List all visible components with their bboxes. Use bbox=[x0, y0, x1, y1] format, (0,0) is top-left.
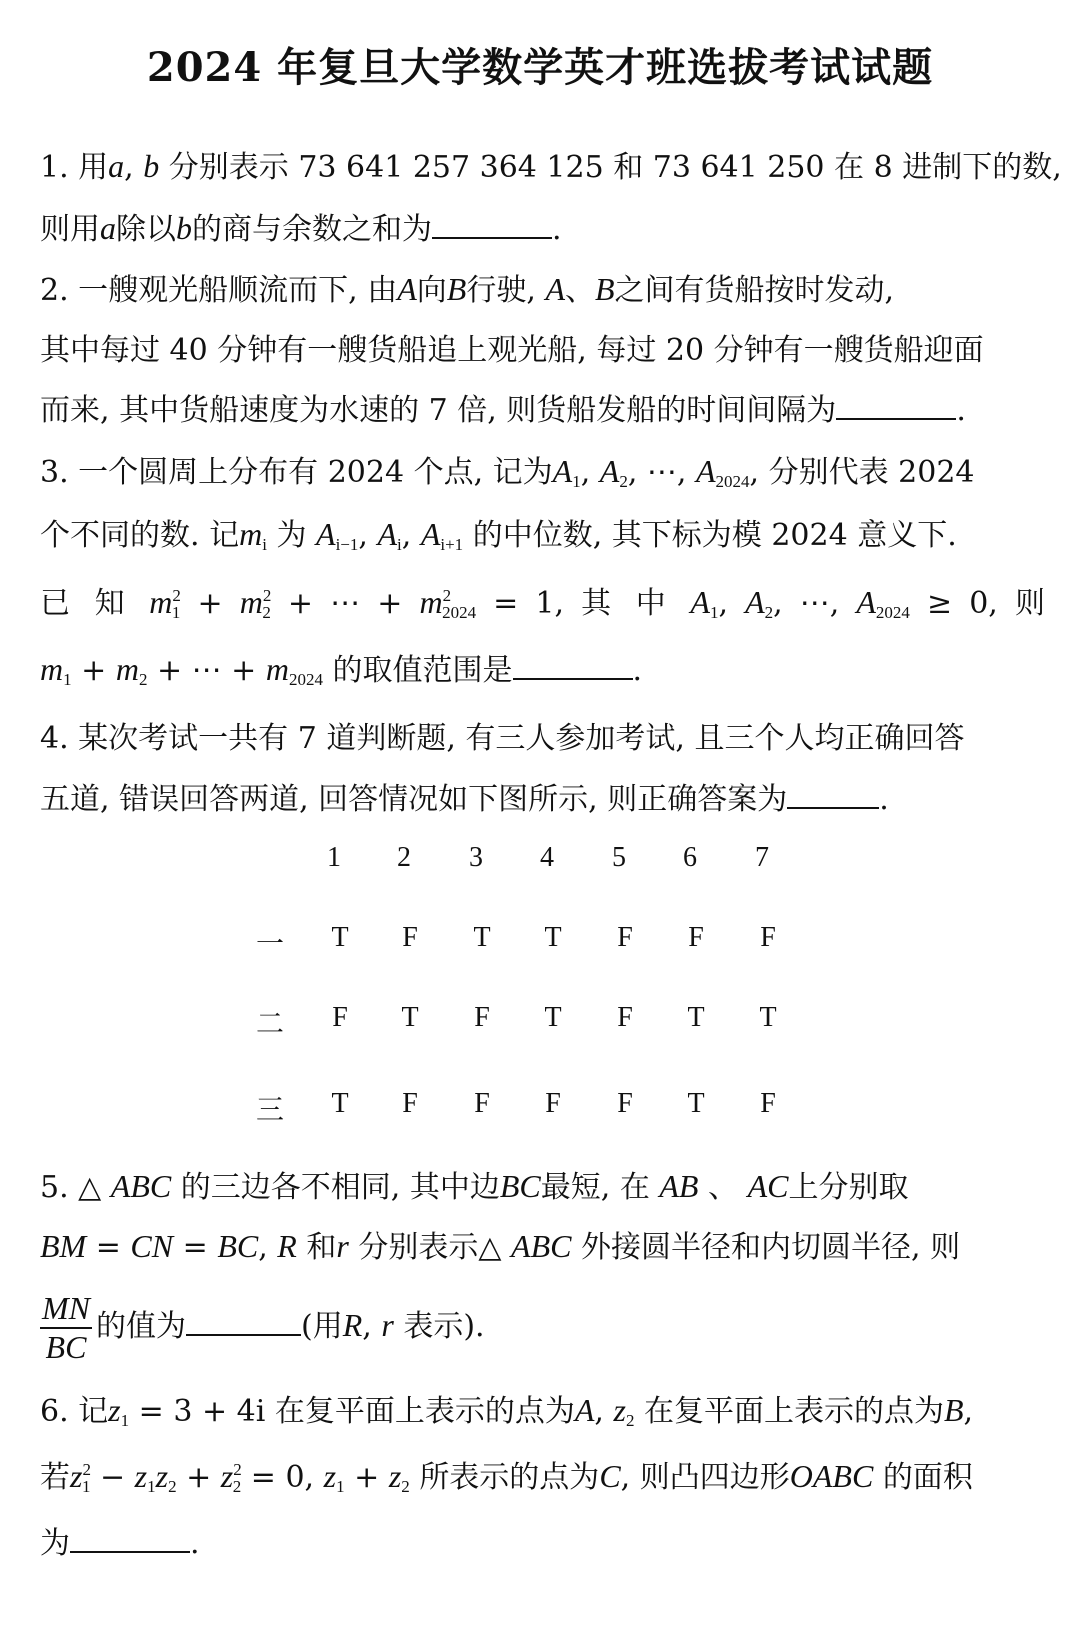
table-cell: F bbox=[474, 1088, 490, 1119]
table-cell: T bbox=[331, 922, 349, 953]
table-row-label: 二 bbox=[255, 1007, 284, 1040]
table-cell: T bbox=[473, 922, 491, 953]
q1-line-2: 则用a除以b的商与余数之和为 . bbox=[40, 210, 562, 247]
table-row-label: 三 bbox=[255, 1093, 284, 1126]
table-cell: T bbox=[687, 1088, 705, 1119]
table-cell: T bbox=[687, 1002, 705, 1033]
q4-number: 4. bbox=[40, 721, 69, 756]
q3-condition: $A_1$, $A_2$, ⋯, $A_{2024} \ge 0$, bbox=[690, 584, 998, 622]
table-cell: F bbox=[474, 1002, 490, 1033]
table-cell: T bbox=[544, 922, 562, 953]
table-header-cell: 4 bbox=[540, 842, 554, 873]
table-cell: F bbox=[617, 1088, 633, 1119]
table-cell: T bbox=[759, 1002, 777, 1033]
q2-line-1: 2. 一艘观光船顺流而下, 由A向B行驶, A、B之间有货船按时发动, bbox=[40, 271, 895, 308]
q6-line-2: 若$z^2_1 - z_1z_2 + z^2_2 = 0$, $z_1 + z_2$ 所表示的点为C, 则凸四边形OABC 的面积 bbox=[40, 1458, 973, 1496]
table-cell: F bbox=[617, 1002, 633, 1033]
q5-line-2: BM = CN = BC, R 和r 分别表示△ ABC 外接圆半径和内切圆半径, 则 bbox=[40, 1228, 961, 1265]
table-header-cell: 2 bbox=[397, 842, 411, 873]
q2-answer-blank bbox=[836, 392, 956, 420]
q2-line-3: 而来, 其中货船速度为水速的 7 倍, 则货船发船的时间间隔为 . bbox=[40, 393, 966, 428]
table-cell: T bbox=[544, 1002, 562, 1033]
q1-answer-blank bbox=[432, 211, 552, 239]
q1-number: 1. bbox=[40, 150, 69, 185]
q5-fraction: $\frac{MN}{BC}$ bbox=[42, 1290, 90, 1365]
q3-sum-squares: $m^2_1 + m^2_2$ + ⋯ + $m^2_{2024} = 1$, bbox=[149, 584, 564, 622]
q5-number: 5. bbox=[40, 1170, 69, 1205]
table-cell: F bbox=[617, 922, 633, 953]
q2-line-2: 其中每过 40 分钟有一艘货船追上观光船, 每过 20 分钟有一艘货船迎面 bbox=[40, 333, 984, 368]
table-cell: F bbox=[760, 922, 776, 953]
q3-line-4: $m_1 + m_2$ + ⋯ + $m_{2024}$ 的取值范围是 . bbox=[40, 651, 643, 689]
q3-number: 3. bbox=[40, 455, 69, 490]
q3-line-2: 个不同的数. 记$m_i$ 为 $A_{i-1}$, $A_i$, $A_{i+1}$ 的中位数, 其下标为模 2024 意义下. bbox=[40, 516, 957, 554]
q6-answer-blank bbox=[70, 1525, 190, 1553]
q1-line-1: 1. 用a, b 分别表示 73 641 257 364 125 和 73 641 250 在 8 进制下的数, bbox=[40, 148, 1062, 185]
q4-answer-blank bbox=[787, 781, 879, 809]
q5-line-1: 5. △ ABC 的三边各不相同, 其中边BC最短, 在 AB 、 AC上分别取 bbox=[40, 1168, 909, 1205]
q6-line-3: 为 . bbox=[40, 1526, 200, 1561]
table-cell: F bbox=[760, 1088, 776, 1119]
page-title: 2024 年复旦大学数学英才班选拔考试试题 bbox=[146, 44, 934, 91]
table-header-cell: 1 bbox=[327, 842, 341, 873]
table-cell: T bbox=[331, 1088, 349, 1119]
table-header-cell: 5 bbox=[612, 842, 626, 873]
q2-number: 2. bbox=[40, 273, 69, 308]
q6-line-1: 6. 记$z_1 = 3 + 4i$ 在复平面上表示的点为A, $z_2$ 在复平面上表示的点为B, bbox=[40, 1392, 974, 1430]
q3-line-1: 3. 一个圆周上分布有 2024 个点, 记为$A_1$, $A_2$, ⋯, $A_{2024}$, 分别代表 2024 bbox=[40, 453, 975, 491]
q5-answer-blank bbox=[186, 1308, 301, 1336]
table-header-cell: 3 bbox=[469, 842, 483, 873]
table-cell: F bbox=[402, 1088, 418, 1119]
table-row-label: 一 bbox=[255, 927, 284, 960]
q3-line-3: 已 知 $m^2_1 + m^2_2$ + ⋯ + $m^2_{2024} = 1$, 其 中 $A_1$, $A_2$, ⋯, $A_{2024} \ge 0$, 则 bbox=[40, 584, 1045, 622]
q6-number: 6. bbox=[40, 1394, 69, 1429]
table-cell: F bbox=[545, 1088, 561, 1119]
q5-line-3: $\frac{MN}{BC}$ 的值为 (用R, r 表示). bbox=[42, 1290, 485, 1365]
table-header-cell: 6 bbox=[683, 842, 697, 873]
q3-answer-blank bbox=[513, 652, 633, 680]
table-cell: F bbox=[688, 922, 704, 953]
table-header-cell: 7 bbox=[755, 842, 769, 873]
table-cell: F bbox=[332, 1002, 348, 1033]
table-cell: T bbox=[401, 1002, 419, 1033]
q4-line-2: 五道, 错误回答两道, 回答情况如下图所示, 则正确答案为 . bbox=[40, 782, 889, 817]
q4-line-1: 4. 某次考试一共有 7 道判断题, 有三人参加考试, 且三个人均正确回答 bbox=[40, 721, 965, 756]
table-cell: F bbox=[402, 922, 418, 953]
